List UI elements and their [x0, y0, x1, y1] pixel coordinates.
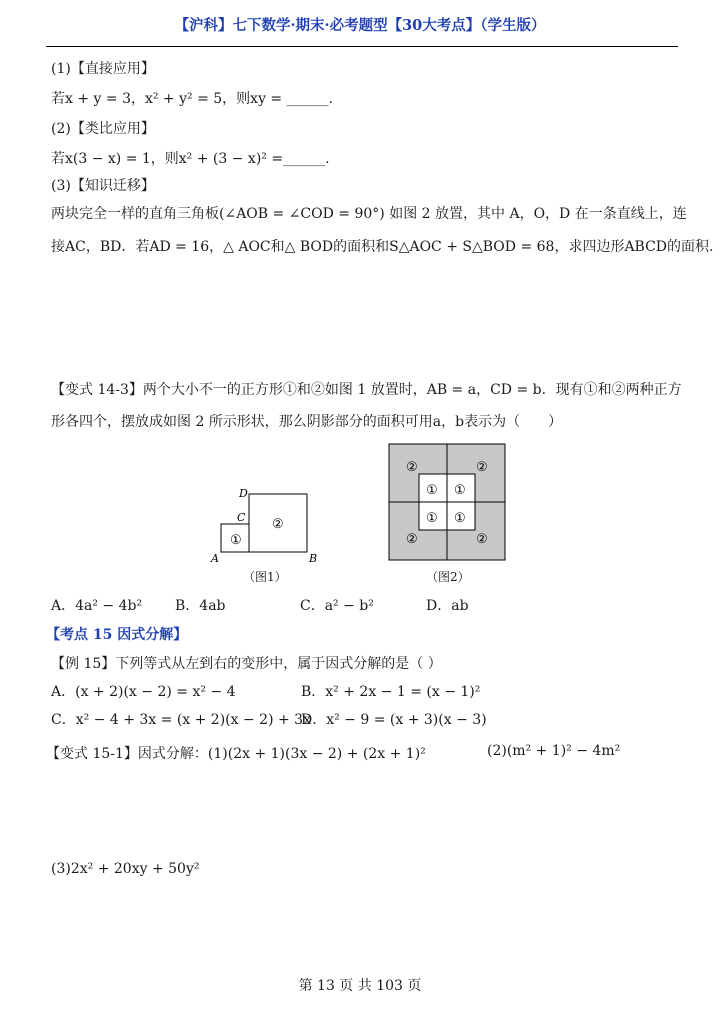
page-footer: 第 13 页 共 103 页 — [298, 978, 422, 994]
option-c: C．a² − b² — [300, 598, 374, 614]
variant-15-1-part2: (2)(m² + 1)² − 4m² — [487, 743, 621, 759]
option-a: A．4a² − 4b² — [51, 598, 143, 614]
part2-question: 若x(3 − x) = 1，则x² + (3 − x)² =______. — [51, 151, 330, 167]
part3-label: (3)【知识迁移】 — [51, 178, 155, 194]
fig2-label-tl: ② — [406, 460, 418, 475]
section-15-title: 【考点 15 因式分解】 — [46, 627, 188, 643]
figure-2 — [388, 443, 506, 565]
figure-1-caption: （图1） — [243, 570, 287, 584]
part1-label: (1)【直接应用】 — [51, 61, 155, 77]
fig1-point-a: A — [211, 552, 219, 565]
fig1-point-c: C — [237, 511, 246, 524]
option-b: B．4ab — [175, 598, 226, 614]
fig1-small-label: ① — [230, 533, 242, 548]
fig1-big-label: ② — [272, 517, 284, 532]
fig2-label-br: ② — [476, 532, 488, 547]
figure-2-caption: （图2） — [426, 570, 470, 584]
variant-15-1-part1: 【变式 15-1】因式分解：(1)(2x + 1)(3x − 2) + (2x + 1)² — [46, 746, 426, 762]
fig2-label-tr: ② — [476, 460, 488, 475]
part3-question-line1: 两块完全一样的直角三角板(∠AOB = ∠COD = 90°) 如图 2 放置，其中 A，O，D 在一条直线上，连 — [51, 206, 687, 222]
example-15-option-a: A．(x + 2)(x − 2) = x² − 4 — [51, 684, 236, 700]
example-15-option-d: D．x² − 9 = (x + 3)(x − 3) — [301, 712, 487, 728]
variant-15-1-part3: (3)2x² + 20xy + 50y² — [51, 861, 200, 877]
example-15-question: 【例 15】下列等式从左到右的变形中，属于因式分解的是（ ） — [51, 656, 442, 672]
fig2-small-tl: ① — [426, 483, 438, 498]
header-rule — [46, 46, 678, 47]
example-15-option-b: B．x² + 2x − 1 = (x − 1)² — [301, 684, 481, 700]
page-header: 【沪科】七下数学·期末·必考题型【30大考点】（学生版） — [174, 17, 546, 34]
fig2-small-br: ① — [454, 511, 466, 526]
part1-question: 若x + y = 3，x² + y² = 5，则xy = ______. — [51, 91, 334, 107]
option-d: D．ab — [426, 598, 469, 614]
part3-question-line2: 接AC，BD．若AD = 16，△ AOC和△ BOD的面积和S△AOC + S△BOD = 68，求四边形ABCD的面积. — [51, 239, 714, 255]
fig2-small-tr: ① — [454, 483, 466, 498]
example-15-option-c: C．x² − 4 + 3x = (x + 2)(x − 2) + 3x — [51, 712, 311, 728]
fig1-point-b: B — [309, 552, 318, 565]
fig1-point-d: D — [239, 487, 248, 500]
fig2-small-bl: ① — [426, 511, 438, 526]
variant-14-3-line1: 【变式 14-3】两个大小不一的正方形①和②如图 1 放置时，AB = a，CD = b．现有①和②两种正方 — [51, 382, 682, 398]
variant-14-3-line2: 形各四个，摆放成如图 2 所示形状，那么阴影部分的面积可用a，b表示为（ ） — [51, 414, 563, 430]
part2-label: (2)【类比应用】 — [51, 121, 155, 137]
fig2-label-bl: ② — [406, 532, 418, 547]
